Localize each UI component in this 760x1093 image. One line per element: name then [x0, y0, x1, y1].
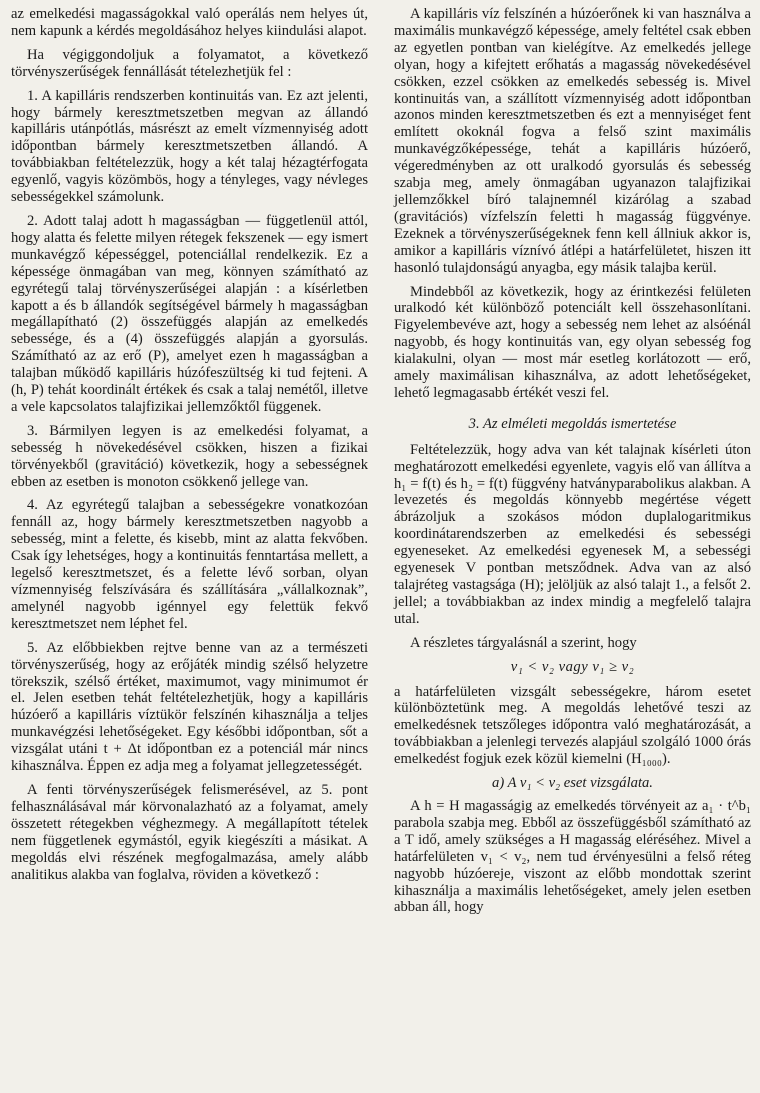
paragraph: 2. Adott talaj adott h magasságban — függetlenül attól, hogy alatta és felette milyen rétegek fekszenek — egy ismert munkavégző képességgel, potenciállal rendelkezik. Ez a képessége önmagában van meg, könnyen számítható az egyrétegű talaj törvényszerűségei alapján : a kísérletben kapott a és b állandók segítségével bármely h magasságban megállapítható (2) összefüggés alapján az emelkedés sebessége, és a (4) összefüggés alapján a gyorsulás. Számítható az az erő (P), amelyet ezen h magasságban a talajban működő kapilláris húzófeszültség ki tud fejteni. A (h, P) tehát koordinált értékek és csak a talaj nemétől, illetve a vele kapcsolatos talajfizikai jellemzőktől függenek. — [11, 212, 368, 415]
left-column — [11, 6, 368, 890]
paragraph: Feltételezzük, hogy adva van két talajnak kísérleti úton meghatározott emelkedési egyenlete, vagyis elő van állítva a h₁ = f(t) és h₂ = f(t) függvény hatványparabolikus alakban. A levezetés és megoldás könnyebb megértése végett ábrázoljuk a szokásos módon duplalogaritmikus koordinátarendszerben az emelkedési és sebességi egyeneseket. Az emelkedési egyenesek M, a sebességi egyenesek V pontban metsződnek. Adva van az alsó talajréteg vastagsága (H); jelöljük az alsó talajt 1., a felsőt 2. jellel; a továbbiakban az index mindig a megfelelő talajra utal. — [394, 441, 751, 627]
paragraph: Ha végiggondoljuk a folyamatot, a következő törvényszerűségek fennállását tételezhetjük fel : — [11, 46, 368, 80]
paragraph: 4. Az egyrétegű talajban a sebességekre vonatkozóan fennáll az, hogy bármely keresztmetszetben nagyobb a sebesség, mint a felette, és kisebb, mint az alatta fekvőben. Csak így lehetséges, hogy a kontinuitás fenntartása mellett, a legelső keresztmetszet, és a felette lévő sorban, olyan vízmennyiség felszívására és szállítására „vállalkoznak”, amelynél nagyobb igénnyel egy felettük fekvő keresztmetszet nem léphet fel. — [11, 497, 368, 632]
paragraph: 5. Az előbbiekben rejtve benne van az a természeti törvényszerűség, hogy az erőjáték mindig szélső helyzetre törekszik, szélső értéket, maximumot, vagy minimumot ér el. Jelen esetben tehát feltételezhetjük, hogy a kapilláris húzóerő a kapilláris víztükör felszínén kihasználja a teljes munkavégzési lehetőségeket. Egy későbbi időpontban, sőt a vizsgálat utáni t + Δt időpontban ez a potenciál már nincs kihasználva. Éppen ez adja meg a folyamat jellegzetességét. — [11, 639, 368, 775]
subsection-heading: a) A v₁ < v₂ eset vizsgálata. — [492, 775, 653, 792]
right-column — [394, 6, 751, 923]
paragraph: a határfelületen vizsgált sebességekre, három esetet különböztetünk meg. A megoldás lehetővé teszi az emelkedésnek tetszőleges időpontra való meghatározását, a továbbiakban a jelenlegi tervezés alapjául szolgáló 1000 órás emelkedést fogjuk ezek közül kiemelni (H₁₀₀₀). — [394, 683, 752, 768]
paragraph: A h = H magasságig az emelkedés törvényeit az a₁ · t^b₁ parabola szabja meg. Ebből az összefüggésből számítható az a T idő, amely szükséges a H magasság eléréséhez. Mivel a határfelületen v₁ < v₂, nem tud érvényesülni a felső réteg nagyobb húzóereje, viszont az előbb mondottak szerint kihasználja a maximális lehetőségeket, amely jelen esetben abban áll, hogy — [394, 797, 751, 916]
paragraph: A részletes tárgyalásnál a szerint, hogy — [410, 634, 637, 651]
section-title: 3. Az elméleti megoldás ismertetése — [468, 415, 677, 432]
paragraph: 3. Bármilyen legyen is az emelkedési folyamat, a sebesség h növekedésével csökken, hiszen a fizikai törvényekből (gravitáció) következik, hogy a sebességnek ebben az esetben is monoton csökkenő jellege van. — [11, 422, 368, 490]
formula: v₁ < v₂ vagy v₁ ≥ v₂ — [510, 658, 635, 675]
paragraph: A fenti törvényszerűségek felismerésével, az 5. pont felhasználásával már körvonalazható az a folyamat, amely összetett rétegekben véghezmegy. A megállapított tételek nem függetlenek egymástól, egyik kiegészíti a másikat. A megoldás elvi részének megfogalmazása, amely alább analitikus alakba van foglalva, röviden a következő : — [11, 781, 368, 883]
paragraph: Mindebből az következik, hogy az érintkezési felületen uralkodó két különböző potenciált kell összehasonlítani. Figyelembevéve azt, hogy a sebesség nem lehet az alsóénál nagyobb, és hogy kontinuitás van, egy olyan sebesség fog kialakulni, olyan — most már esetleg korlátozott — erő, amely maximálisan kihasználva, az adott lehetőségeket, lehető legmagasabb értékét veszi fel. — [394, 283, 751, 401]
paragraph: 1. A kapilláris rendszerben kontinuitás van. Ez azt jelenti, hogy bármely keresztmetszetben megvan az állandó kapilláris utánpótlás, másrészt az emelt vízmennyiség adott időpontban bármely keresztmetszetben állandó. A továbbiakban feltételezzük, hogy a két talaj hézagtérfogata egyenlő, vagyis közömbös, hogy a tényleges, vagy névleges sebességekkel számolunk. — [11, 87, 368, 206]
paragraph: A kapilláris víz felszínén a húzóerőnek ki van használva a maximális munkavégző képessége, amely feltétel csak ebben az egyetlen pontban van kielégítve. Az emelkedés jellege olyan, hogy a kifejtett erőhatás a magasság növekedésével csökken, ezzel csökken az emelkedés sebesség is. Mivel kontinuitás van, a szállított vízmennyiség adott időpontban azonos minden keresztmetszetben és ezt a mennyiséget fent említett okoknál fogva a felső szint maximális munkavégzőképessége, tehát a kapilláris húzóerő, végeredményben az ott uralkodó gyorsulás és sebesség szabja meg, amely önmagában ugyanazon talajfizikai jellemzőkkel bíró talajnemnél kizárólag a szabad (gravitációs) vízfelszín feletti h magasság függvénye. Ezeknek a törvényszerűségeknek fenn kell állniuk akkor is, amikor a kapilláris víznívó átlépi a határfelületet, hiszen itt hasonló tulajdonságú anyagba, egy másik talajba kerül. — [394, 6, 752, 276]
paragraph: az emelkedési magasságokkal való operálás nem helyes út, nem kapunk a kérdés megoldásához helyes kiindulási alapot. — [11, 6, 368, 39]
